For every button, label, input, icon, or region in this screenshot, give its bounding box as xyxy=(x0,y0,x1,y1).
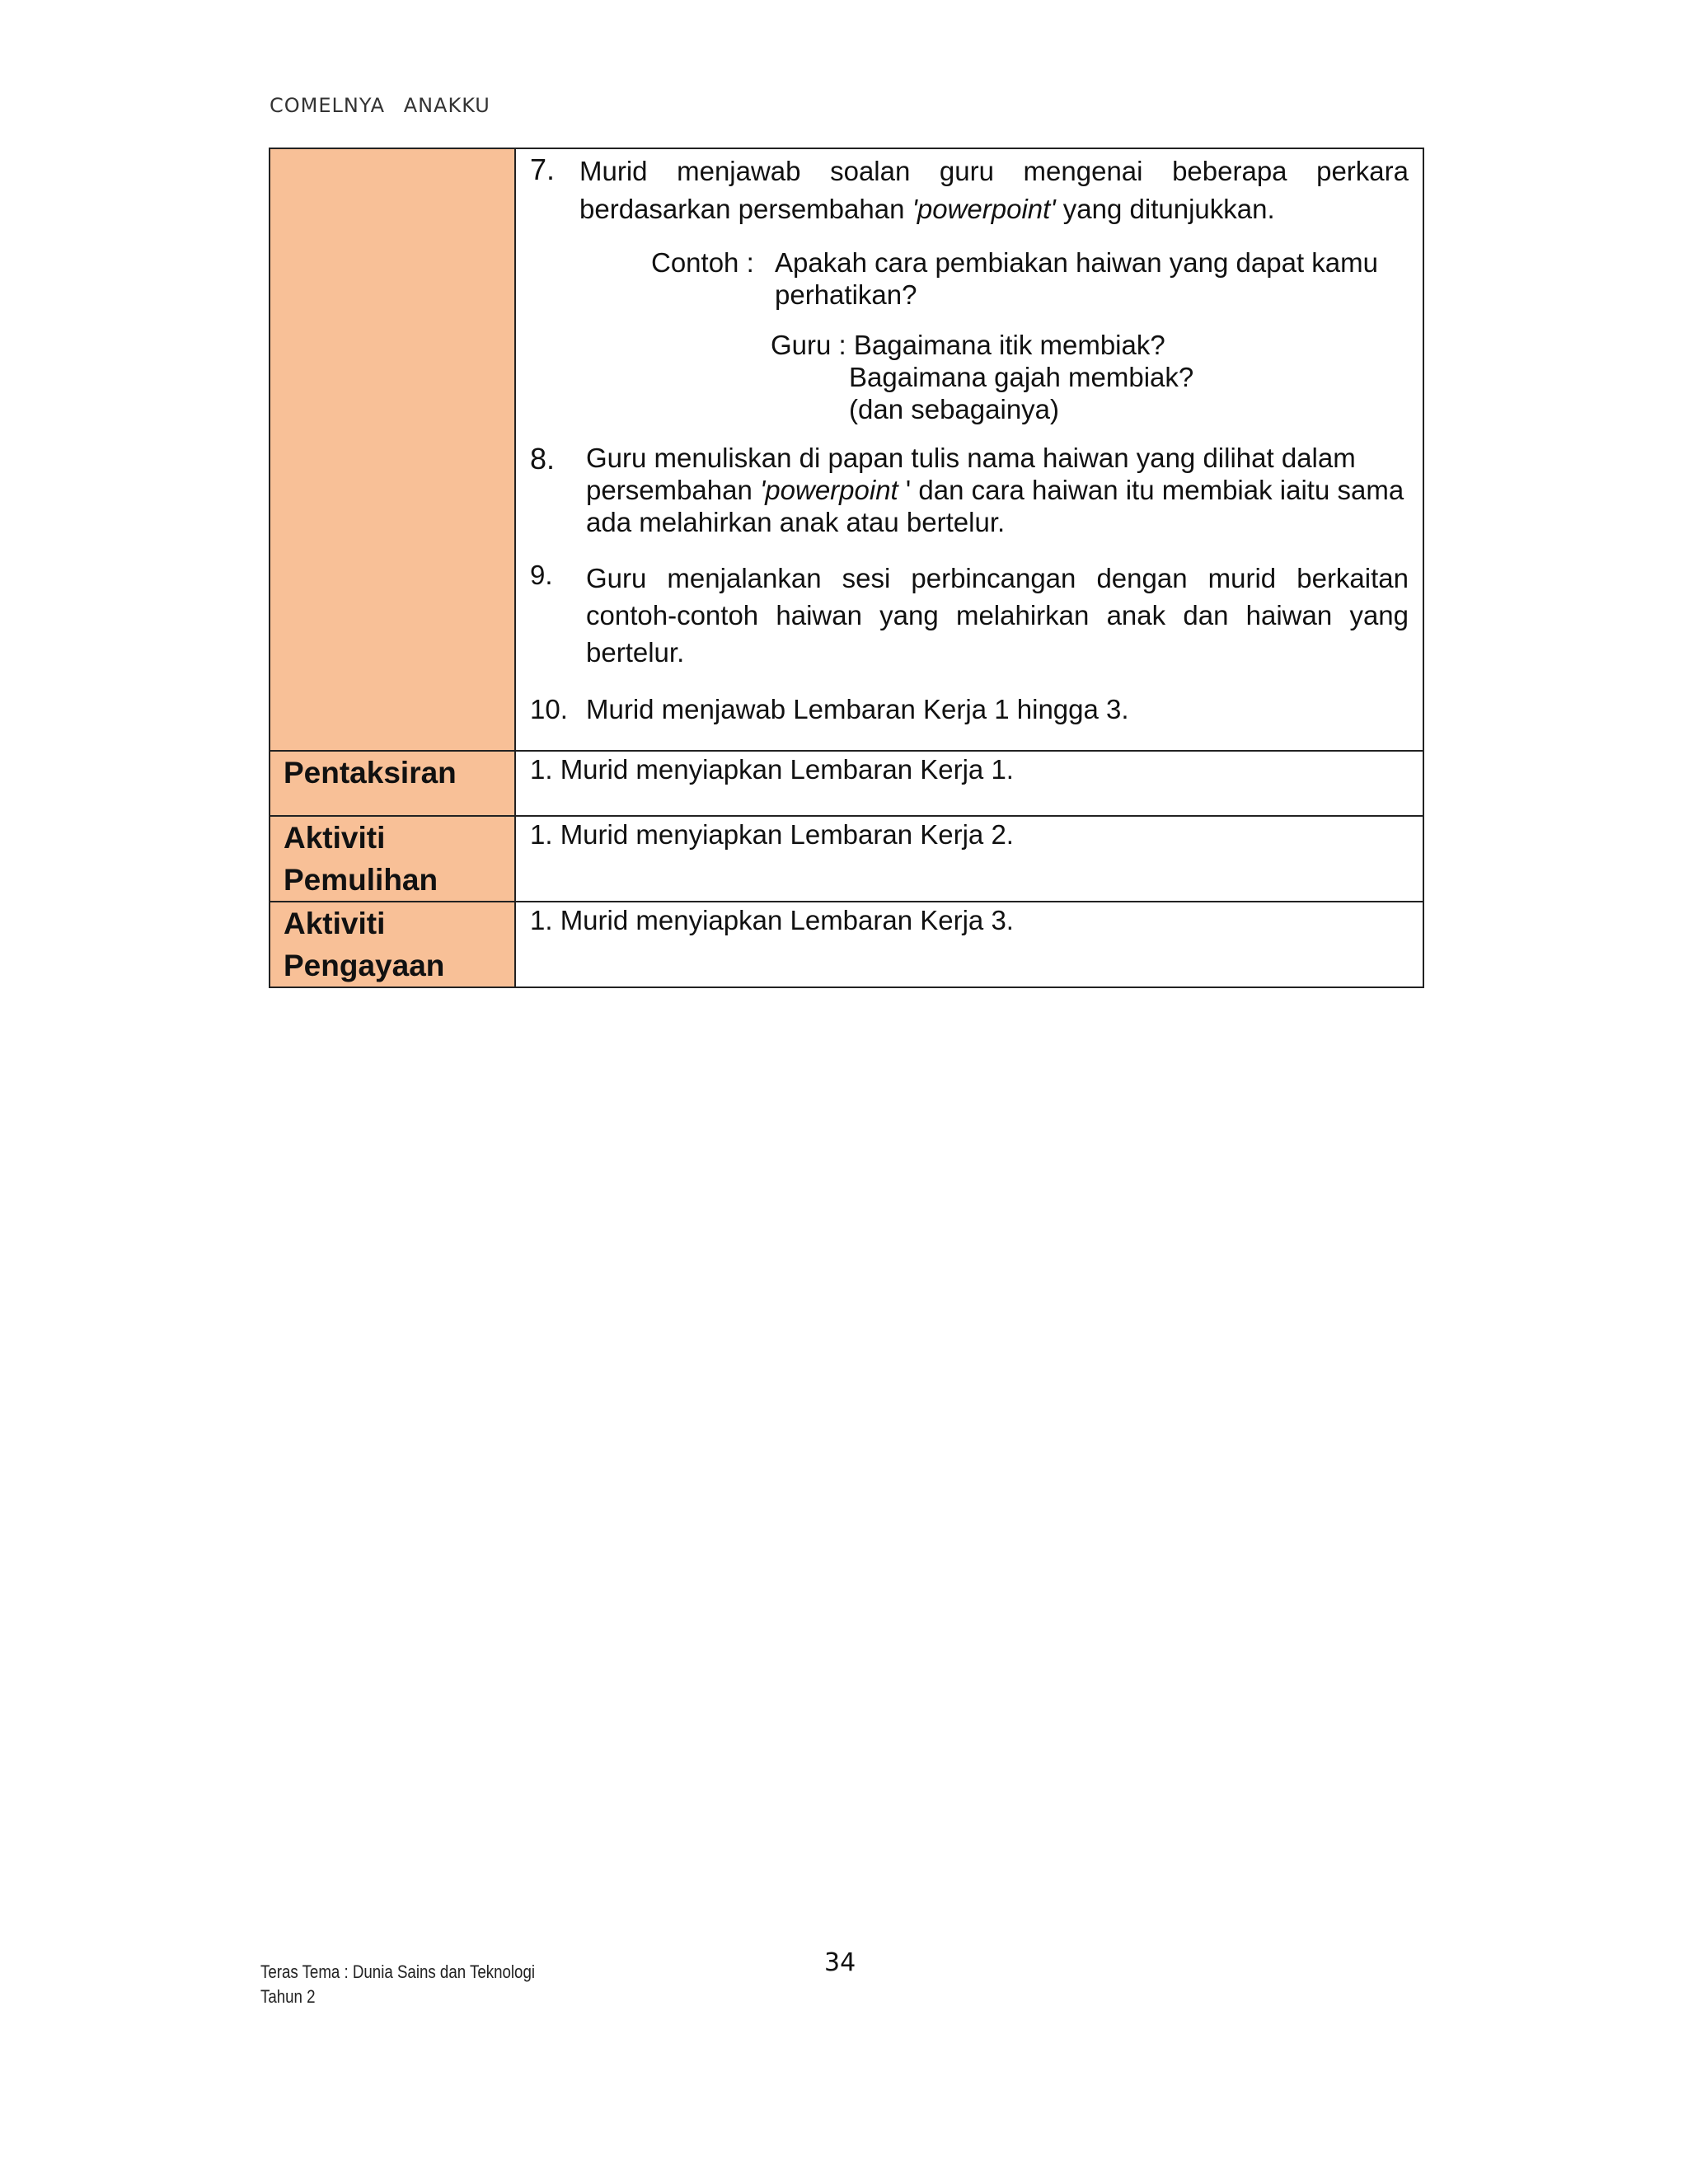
footer-line: Tahun 2 xyxy=(260,1986,316,2007)
step-text-emphasis: 'powerpoint' xyxy=(912,194,1056,224)
label-cell-pentaksiran xyxy=(270,751,515,816)
step-text-part: Guru menuliskan di papan tulis nama haiwan yang dilihat dalam persembahan xyxy=(586,443,1356,505)
step-text-part: Murid menjawab soalan guru mengenai beberapa perkara berdasarkan persembahan xyxy=(579,156,1409,224)
label-cell-pengayaan xyxy=(270,902,515,987)
row-content: 1. Murid menyiapkan Lembaran Kerja 1. xyxy=(530,754,1014,785)
step-number: 8. xyxy=(530,442,556,476)
label-cell-empty xyxy=(270,148,515,751)
step-number: 10. xyxy=(530,694,568,724)
row-label: Pentaksiran xyxy=(284,756,457,790)
teacher-question-note: (dan sebagainya) xyxy=(849,394,1060,424)
step-text xyxy=(586,442,1409,538)
steps-cell xyxy=(515,148,1423,751)
row-label: Pemulihan xyxy=(284,863,438,897)
footer-theme xyxy=(260,1960,535,2009)
table-row xyxy=(270,751,1423,816)
step-7 xyxy=(530,152,1409,228)
running-header: COMELNYA ANAKKU xyxy=(270,94,490,117)
teacher-question: Bagaimana gajah membiak? xyxy=(849,362,1194,392)
footer-line: Teras Tema : Dunia Sains dan Teknologi xyxy=(260,1961,536,1982)
table-row xyxy=(270,816,1423,902)
row-label: Aktiviti xyxy=(284,907,386,940)
step-9 xyxy=(530,560,1409,671)
row-content: 1. Murid menyiapkan Lembaran Kerja 2. xyxy=(530,819,1014,850)
content-cell-pentaksiran xyxy=(515,751,1423,816)
lesson-plan-table xyxy=(269,148,1424,988)
example-label: Contoh : xyxy=(651,247,754,278)
teacher-questions xyxy=(530,329,1409,425)
step-number: 9. xyxy=(530,560,553,590)
row-content: 1. Murid menyiapkan Lembaran Kerja 3. xyxy=(530,905,1014,935)
table-row xyxy=(270,148,1423,751)
step-8 xyxy=(530,442,1409,538)
row-label: Aktiviti xyxy=(284,821,386,855)
step-text-part: ' dan cara haiwan itu membiak iaitu sama ada melahirkan anak atau bertelur. xyxy=(586,475,1404,537)
example-question xyxy=(530,246,1409,311)
row-label: Pengayaan xyxy=(284,949,445,982)
step-text: Murid menjawab Lembaran Kerja 1 hingga 3. xyxy=(586,694,1129,724)
table-row xyxy=(270,902,1423,987)
label-cell-pemulihan xyxy=(270,816,515,902)
content-cell-pemulihan xyxy=(515,816,1423,902)
content-cell-pengayaan xyxy=(515,902,1423,987)
teacher-question: Guru : Bagaimana itik membiak? xyxy=(771,330,1165,360)
step-number: 7. xyxy=(530,152,556,186)
step-text: Guru menjalankan sesi perbincangan dengan murid berkaitan contoh-contoh haiwan yang melahirkan anak dan haiwan yang bertelur. xyxy=(586,563,1409,668)
step-text-emphasis: 'powerpoint xyxy=(759,475,906,505)
step-list xyxy=(516,149,1423,750)
page-number: 34 xyxy=(824,1948,856,1977)
step-text xyxy=(579,152,1409,228)
step-10 xyxy=(530,694,1409,725)
example-text: Apakah cara pembiakan haiwan yang dapat kamu perhatikan? xyxy=(775,247,1378,310)
step-text-part: yang ditunjukkan. xyxy=(1055,194,1275,224)
